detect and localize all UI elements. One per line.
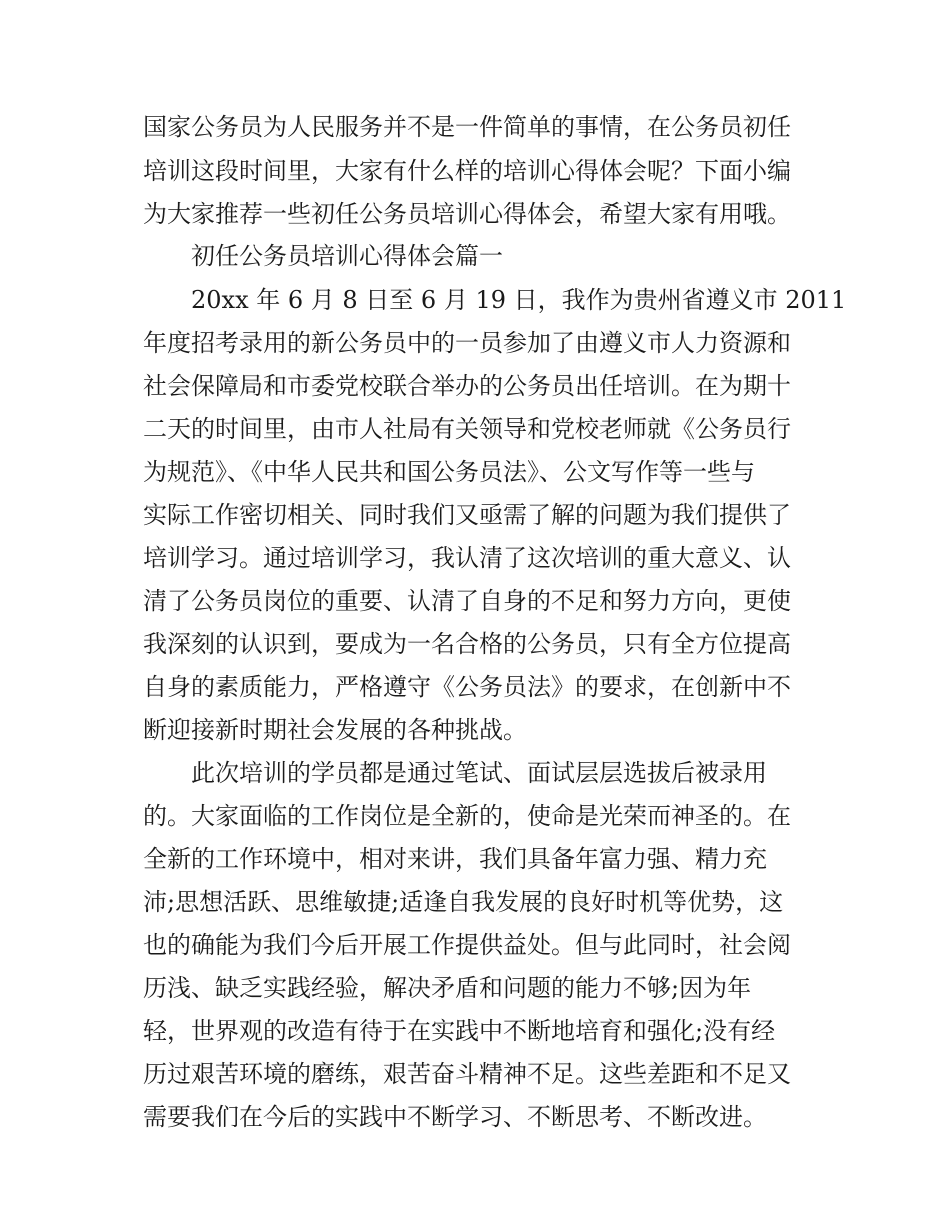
text-line: 社会保障局和市委党校联合举办的公务员出任培训。在为期十 bbox=[143, 372, 791, 400]
text-line: 历浅、缺乏实践经验，解决矛盾和问题的能力不够;因为年 bbox=[143, 974, 752, 1002]
text-line: 需要我们在今后的实践中不断学习、不断思考、不断改进。 bbox=[143, 1103, 767, 1131]
text-line: 轻，世界观的改造有待于在实践中不断地培育和强化;没有经 bbox=[143, 1017, 776, 1045]
text-line: 年度招考录用的新公务员中的一员参加了由遵义市人力资源和 bbox=[143, 329, 791, 357]
text-line: 历过艰苦环境的磨练，艰苦奋斗精神不足。这些差距和不足又 bbox=[143, 1060, 791, 1088]
text-line: 也的确能为我们今后开展工作提供益处。但与此同时，社会阅 bbox=[143, 931, 791, 959]
text-line: 为规范》、《中华人民共和国公务员法》、公文写作等一些与 bbox=[143, 458, 755, 486]
text-line: 为大家推荐一些初任公务员培训心得体会，希望大家有用哦。 bbox=[143, 200, 791, 228]
text-line: 培训学习。通过培训学习，我认清了这次培训的重大意义、认 bbox=[143, 544, 791, 572]
text-line: 自身的素质能力，严格遵守《公务员法》的要求，在创新中不 bbox=[143, 673, 791, 701]
text-line: 清了公务员岗位的重要、认清了自身的不足和努力方向，更使 bbox=[143, 587, 791, 615]
text-line: 沛;思想活跃、思维敏捷;适逢自我发展的良好时机等优势，这 bbox=[143, 888, 784, 916]
text-line: 实际工作密切相关、同时我们又亟需了解的问题为我们提供了 bbox=[143, 501, 791, 529]
text-line: 全新的工作环境中，相对来讲，我们具备年富力强、精力充 bbox=[143, 845, 767, 873]
text-line: 20xx 年 6 月 8 日至 6 月 19 日，我作为贵州省遵义市 2011 bbox=[191, 286, 847, 314]
text-line: 二天的时间里，由市人社局有关领导和党校老师就《公务员行 bbox=[143, 415, 791, 443]
section-heading: 初任公务员培训心得体会篇一 bbox=[191, 242, 503, 270]
text-line: 国家公务员为人民服务并不是一件简单的事情，在公务员初任 bbox=[143, 113, 791, 141]
text-line: 此次培训的学员都是通过笔试、面试层层选拔后被录用 bbox=[191, 759, 767, 787]
text-line: 我深刻的认识到，要成为一名合格的公务员，只有全方位提高 bbox=[143, 630, 791, 658]
text-line: 培训这段时间里，大家有什么样的培训心得体会呢？下面小编 bbox=[143, 157, 791, 185]
text-line: 断迎接新时期社会发展的各种挑战。 bbox=[143, 716, 527, 744]
text-line: 的。大家面临的工作岗位是全新的，使命是光荣而神圣的。在 bbox=[143, 802, 791, 830]
